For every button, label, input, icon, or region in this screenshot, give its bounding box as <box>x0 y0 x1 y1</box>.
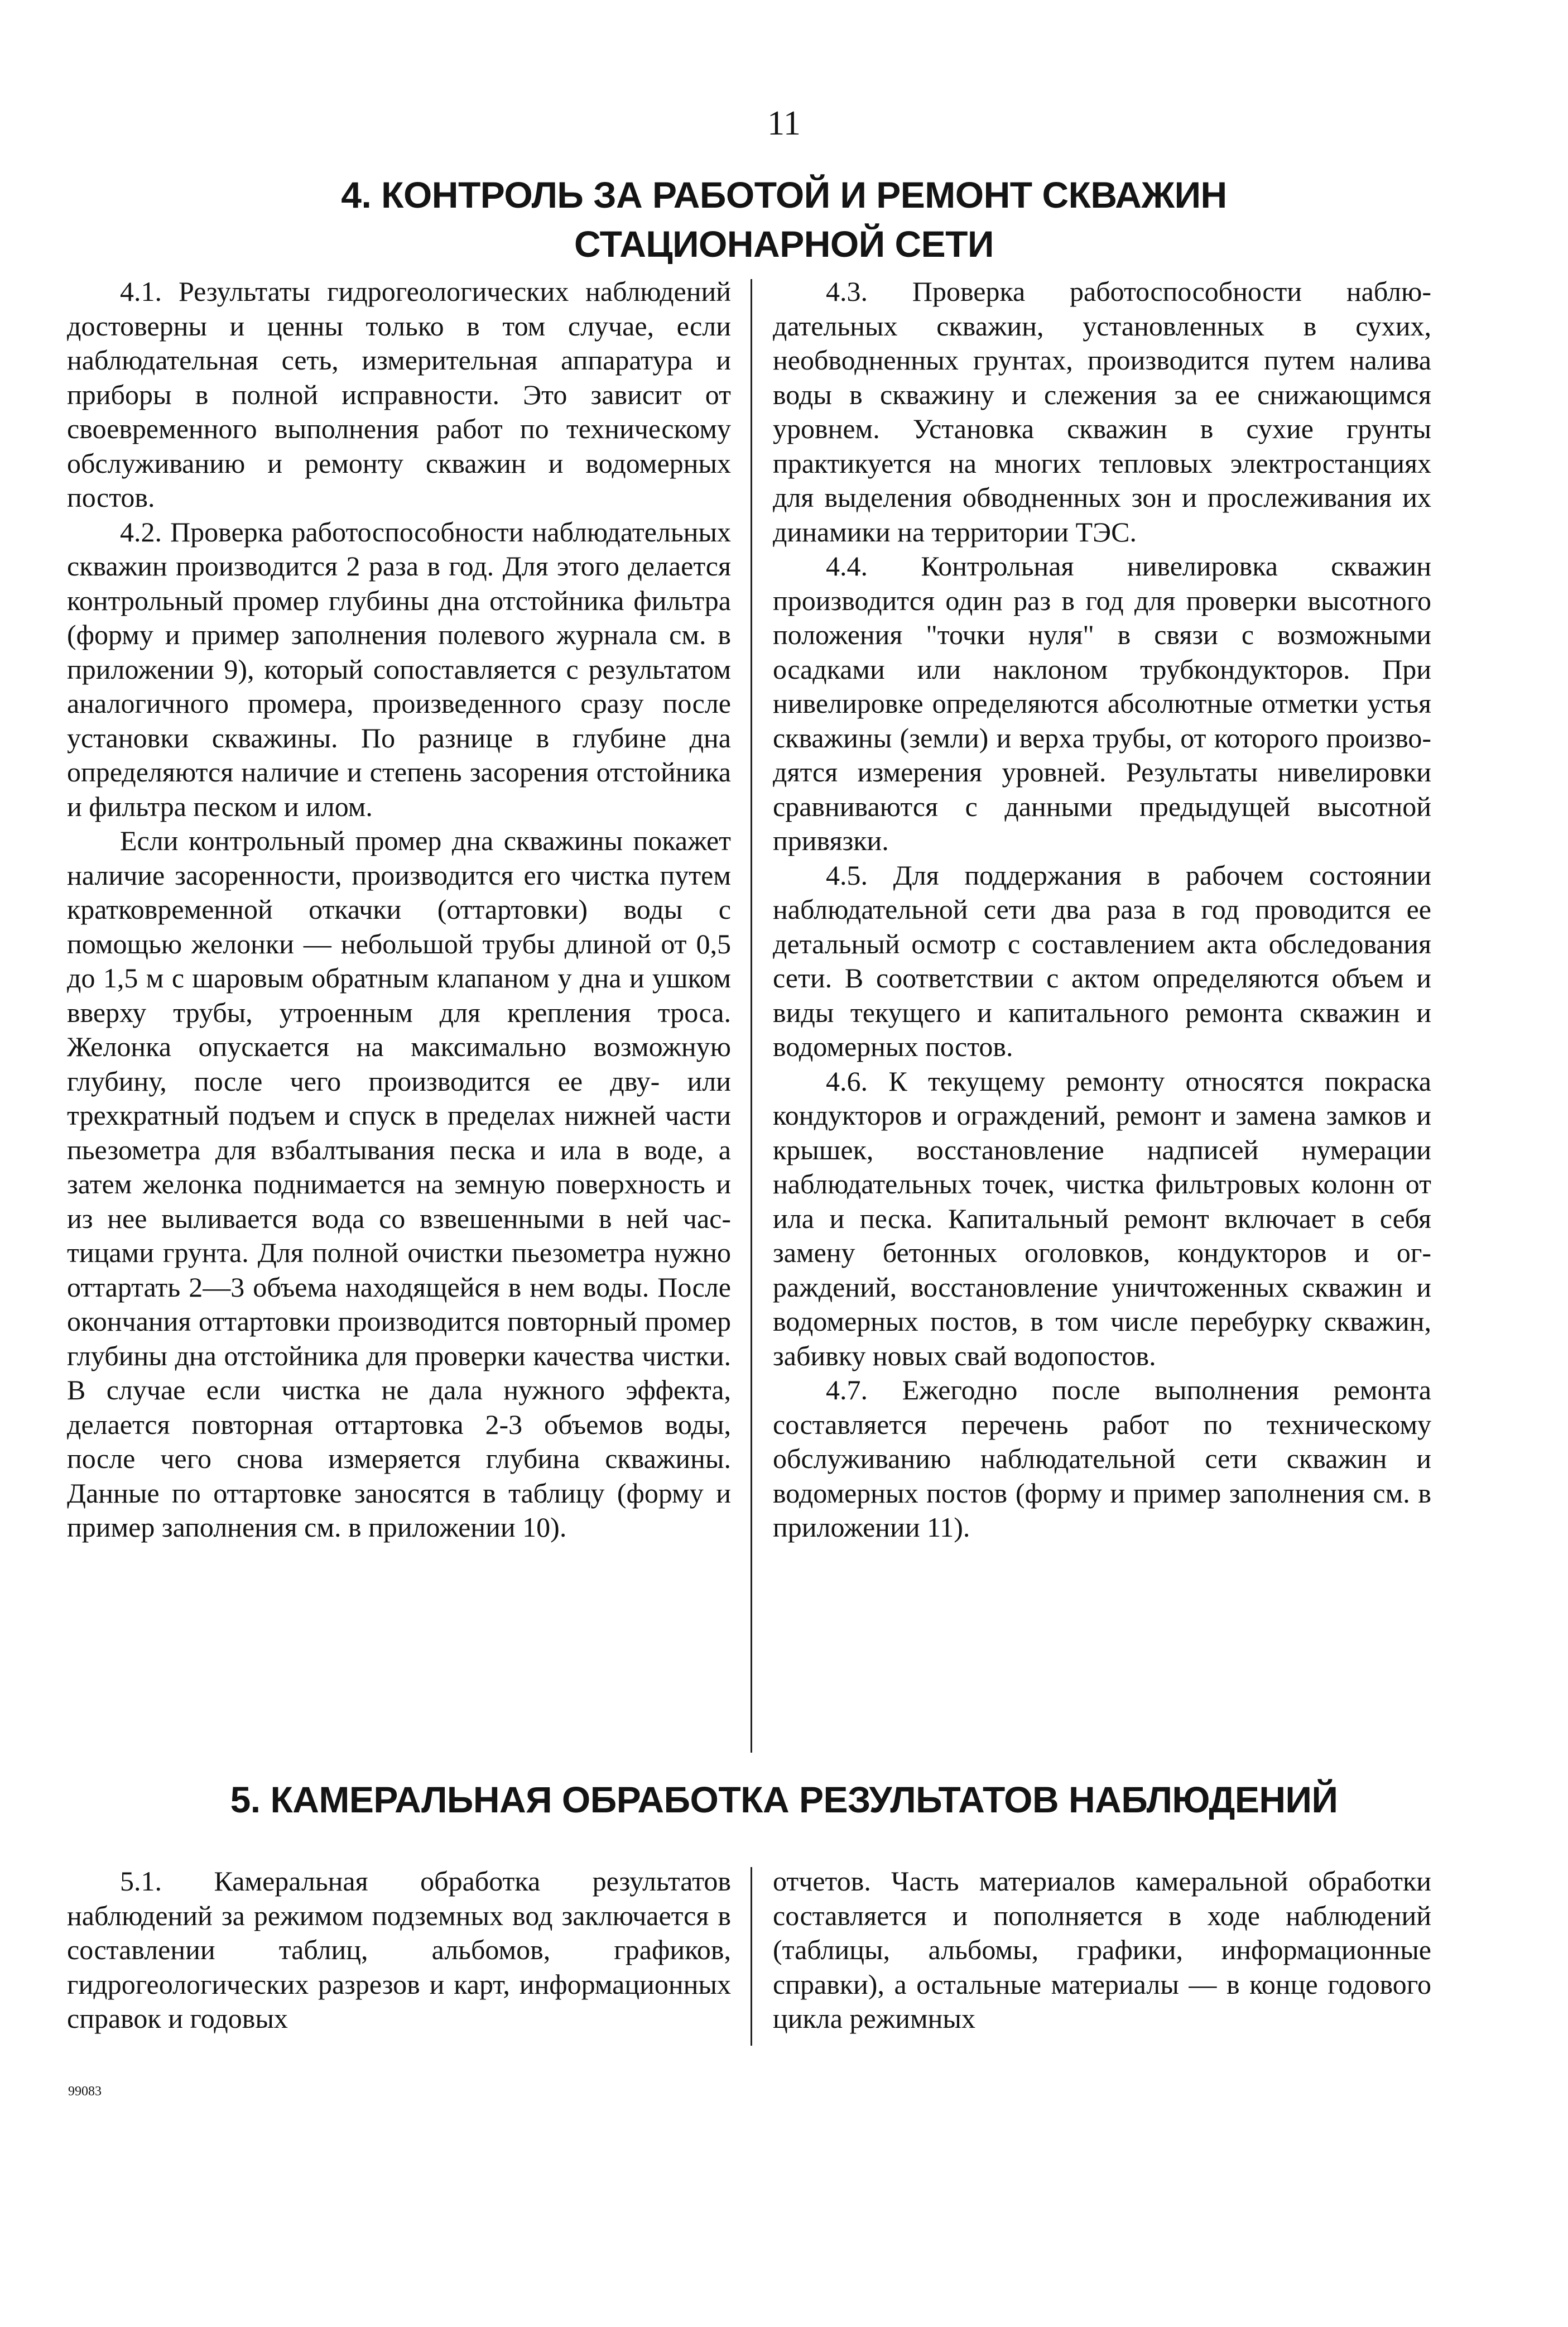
section-4-left-column <box>67 275 731 1545</box>
page-number: 11 <box>767 104 801 142</box>
paragraph-5-1-continued: отчетов. Часть материалов камеральной обработки составляется и пополняется в ходе наблюдений (таблицы, альбомы, графики, информационные справки), а остальные материалы — в конце годового цикла режимных <box>773 1865 1431 2034</box>
section-4-title-line-2: СТАЦИОНАРНОЙ СЕТИ <box>574 223 994 265</box>
paragraph-4-5: 4.5. Для поддержания в рабочем состоянии наблюдательной сети два раза в год проводится ее детальный осмотр с составлением акта обследования сети. В соответствии с актом определяются объем и виды текущего и капитального ремонта скважин и водомерных постов. <box>773 859 1431 1062</box>
section-4-title <box>0 170 1568 268</box>
paragraph-4-2-cleaning: Если контрольный промер дна скважины покажет наличие засоренности, производится его чистка путем кратковременной откачки (оттартовки) воды с помощью желонки — небольшой трубы длиной от 0,5 до 1,5 м с шаровым обратным клапаном у дна и ушком вверху трубы, утроенным для крепления троса. Желонка опускается на максимально возможную глубину, после чего производится ее дву- или трехкратный подъем и спуск в пределах нижней части пьезометра для взбалтывания песка и ила в воде, а затем желонка поднимается на земную поверхность и из нее выливается вода со взвешенными в ней частицами грунта. Для полной очистки пьезометра нужно оттартать 2—3 объема находящейся в нем воды. После окончания оттартовки производится повторный промер глубины дна отстойника для проверки качества чистки. В случае если чистка не дала нужного эффекта, делается повторная оттартовка 2-3 объемов воды, после чего снова измеряется глубина скважины. Данные по оттартовке заносятся в таблицу (форму и пример заполнения см. в приложении 10). <box>67 825 731 1543</box>
section-4-right-column <box>773 275 1431 1545</box>
paragraph-4-3: 4.3. Проверка работоспособности наблюдательных скважин, установленных в сухих, необводненных грунтах, производится путем налива воды в скважину и слежения за ее снижающимся уровнем. Установка скважин в сухие грунты практикуется на многих тепловых электростанциях для выделения обводненных зон и прослеживания их динамики на территории ТЭС. <box>773 276 1431 548</box>
paragraph-4-4: 4.4. Контрольная нивелировка скважин производится один раз в год для проверки высотного положения "точки нуля" в связи с возможными осадками или наклоном трубкондукторов. При нивелировке определяются абсолютные отметки устья скважины (земли) и верха трубы, от которого производятся измерения уровней. Результаты нивелировки сравниваются с данными предыдущей высотной привязки. <box>773 550 1431 856</box>
section-5-left-column <box>67 1864 731 2036</box>
paragraph-5-1: 5.1. Камеральная обработка результатов наблюдений за режимом подземных вод заключается в составлении таблиц, альбомов, графиков, гидрогеологических разрезов и карт, информационных справок и годовых <box>67 1865 731 2034</box>
column-divider <box>751 1867 752 2046</box>
print-code: 99083 <box>68 2084 102 2099</box>
paragraph-4-6: 4.6. К текущему ремонту относятся покраска кондукторов и ограждений, ремонт и замена замков и крышек, восстановление надписей нумерации наблюдательных точек, чистка фильтровых колонн от ила и песка. Капитальный ремонт включает в себя замену бетонных оголовков, кондукторов и ограждений, восстановление уничтоженных скважин и водомерных постов, в том числе перебурку скважин, забивку новых свай водопостов. <box>773 1065 1431 1371</box>
section-5-right-column <box>773 1864 1431 2036</box>
paragraph-4-1: 4.1. Результаты гидрогеологических наблюдений достоверны и ценны только в том случае, если наблюдательная сеть, измерительная аппаратура и приборы в полной исправности. Это зависит от своевременного выполнения работ по техническому обслуживанию и ремонту скважин и водомерных постов. <box>67 276 731 513</box>
column-divider <box>751 279 752 1753</box>
section-5-title: 5. КАМЕРАЛЬНАЯ ОБРАБОТКА РЕЗУЛЬТАТОВ НАБЛЮДЕНИЙ <box>230 1779 1338 1820</box>
section-4-title-line-1: 4. КОНТРОЛЬ ЗА РАБОТОЙ И РЕМОНТ СКВАЖИН <box>341 174 1227 215</box>
paragraph-4-2: 4.2. Проверка работоспособности наблюдательных скважин производится 2 раза в год. Для этого делается контрольный промер глубины дна отстойника фильтра (форму и пример заполнения полевого журнала см. в приложении 9), который сопоставляется с результатом аналогичного промера, произведенного сразу после установки скважины. По разнице в глубине дна определяются наличие и степень засорения отстойника и фильтра песком и илом. <box>67 516 731 822</box>
paragraph-4-7: 4.7. Ежегодно после выполнения ремонта составляется перечень работ по техническому обслуживанию наблюдательной сети скважин и водомерных постов (форму и пример заполнения см. в приложении 11). <box>773 1374 1431 1543</box>
